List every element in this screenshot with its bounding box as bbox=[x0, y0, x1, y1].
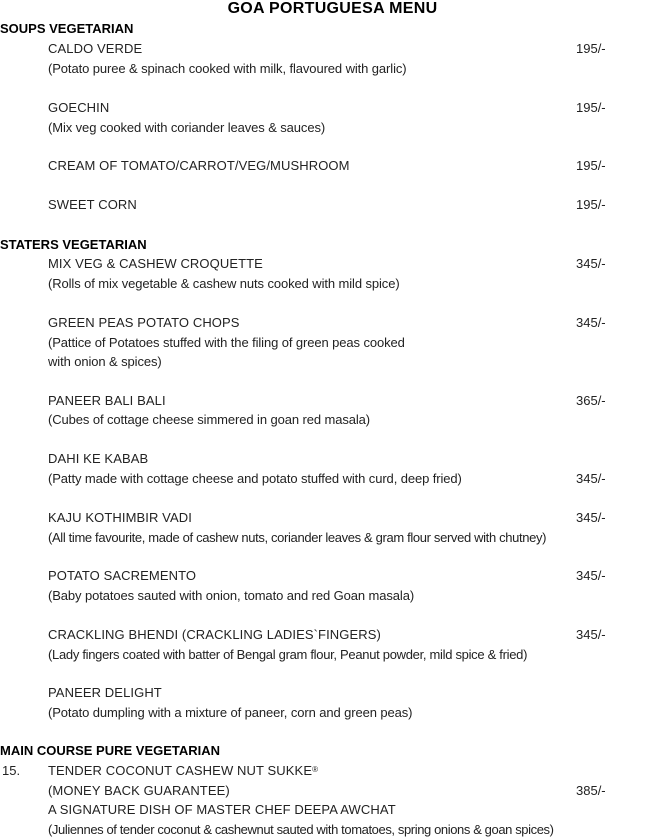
item-name: CREAM OF TOMATO/CARROT/VEG/MUSHROOM bbox=[48, 158, 350, 173]
item-name: TENDER COCONUT CASHEW NUT SUKKE bbox=[48, 763, 313, 778]
item-price: 345/- bbox=[576, 471, 606, 486]
item-name: PANEER DELIGHT bbox=[48, 685, 162, 700]
item-name: GREEN PEAS POTATO CHOPS bbox=[48, 315, 240, 330]
item-price: 345/- bbox=[576, 315, 606, 330]
item-description: (Rolls of mix vegetable & cashew nuts cooked with mild spice) bbox=[48, 276, 400, 291]
item-price: 195/- bbox=[576, 41, 606, 56]
item-description: (Baby potatoes sauted with onion, tomato and red Goan masala) bbox=[48, 588, 415, 603]
item-description: (Potato puree & spinach cooked with milk, flavoured with garlic) bbox=[48, 61, 407, 76]
item-price: 385/- bbox=[576, 783, 606, 798]
item-name: GOECHIN bbox=[48, 100, 110, 115]
item-price: 345/- bbox=[576, 510, 606, 525]
section-heading-starters: STATERS VEGETARIAN bbox=[0, 237, 147, 252]
item-price: 195/- bbox=[576, 158, 606, 173]
item-description: (Pattice of Potatoes stuffed with the filing of green peas cooked bbox=[48, 335, 405, 350]
item-description: (Cubes of cottage cheese simmered in goan red masala) bbox=[48, 412, 371, 427]
registered-mark-icon: ® bbox=[312, 765, 319, 774]
item-name: SWEET CORN bbox=[48, 197, 137, 212]
item-description: (Lady fingers coated with batter of Bengal gram flour, Peanut powder, mild spice & fried) bbox=[48, 647, 528, 662]
item-name: CALDO VERDE bbox=[48, 41, 143, 56]
section-heading-main-course: MAIN COURSE PURE VEGETARIAN bbox=[0, 743, 221, 758]
item-price: 345/- bbox=[576, 256, 606, 271]
item-price: 195/- bbox=[576, 197, 606, 212]
item-description: (Juliennes of tender coconut & cashewnut sauted with tomatoes, spring onions & goan spices) bbox=[48, 822, 554, 837]
item-name-row bbox=[48, 763, 318, 779]
item-description: (Potato dumpling with a mixture of paneer, corn and green peas) bbox=[48, 705, 413, 720]
item-price: 365/- bbox=[576, 393, 606, 408]
item-name: PANEER BALI BALI bbox=[48, 393, 166, 408]
item-name: CRACKLING BHENDI (CRACKLING LADIES`FINGERS) bbox=[48, 627, 381, 642]
item-name: KAJU KOTHIMBIR VADI bbox=[48, 510, 192, 525]
item-price: 345/- bbox=[576, 568, 606, 583]
section-heading-soups: SOUPS VEGETARIAN bbox=[0, 21, 134, 36]
item-name: MIX VEG & CASHEW CROQUETTE bbox=[48, 256, 263, 271]
item-price: 195/- bbox=[576, 100, 606, 115]
item-description: (All time favourite, made of cashew nuts, coriander leaves & gram flour served with chutney) bbox=[48, 530, 547, 545]
item-description: (Patty made with cottage cheese and potato stuffed with curd, deep fried) bbox=[48, 471, 462, 486]
menu-title: GOA PORTUGUESA MENU bbox=[227, 0, 438, 17]
item-guarantee: (MONEY BACK GUARANTEE) bbox=[48, 783, 230, 798]
item-description-continued: with onion & spices) bbox=[48, 354, 162, 369]
item-name: DAHI KE KABAB bbox=[48, 451, 149, 466]
item-description: (Mix veg cooked with coriander leaves & sauces) bbox=[48, 120, 326, 135]
item-price: 345/- bbox=[576, 627, 606, 642]
item-number: 15. bbox=[2, 763, 21, 778]
item-name: POTATO SACREMENTO bbox=[48, 568, 197, 583]
item-signature: A SIGNATURE DISH OF MASTER CHEF DEEPA AWCHAT bbox=[48, 802, 396, 817]
